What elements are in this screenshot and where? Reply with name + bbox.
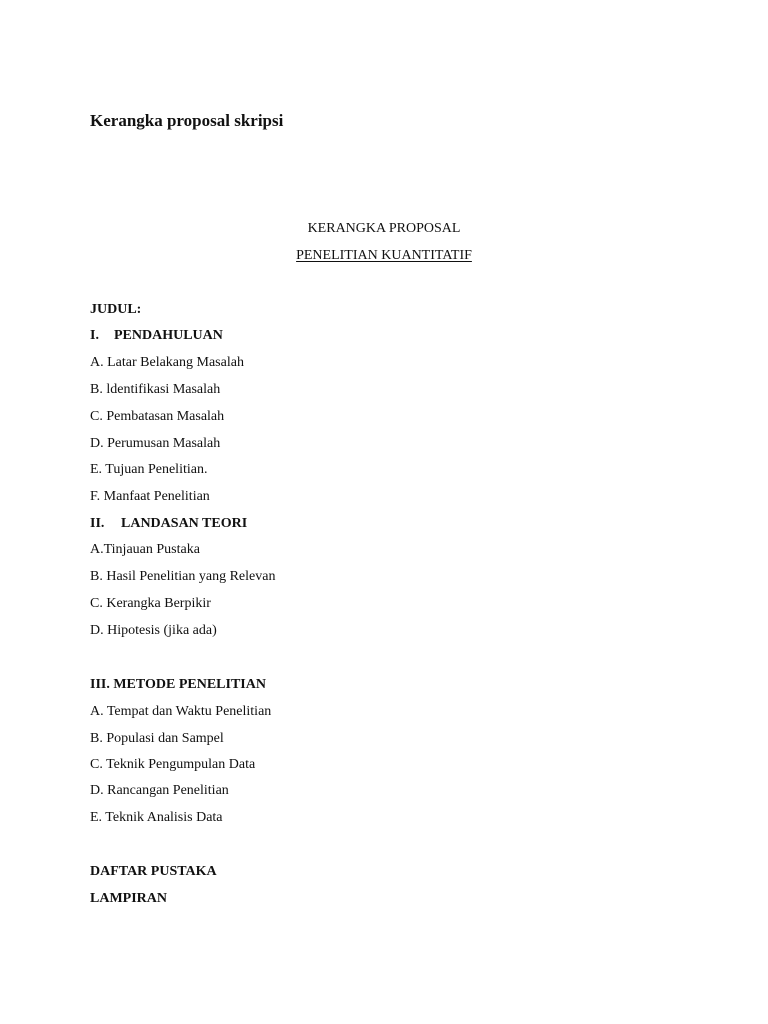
list-item: C. Kerangka Berpikir xyxy=(90,596,211,611)
lampiran-heading: LAMPIRAN xyxy=(90,891,167,906)
document-title: Kerangka proposal skripsi xyxy=(90,111,284,130)
list-item: F. Manfaat Penelitian xyxy=(90,489,210,504)
list-item: A. Tempat dan Waktu Penelitian xyxy=(90,704,272,719)
section-number: I. xyxy=(90,328,99,343)
list-item: C. Teknik Pengumpulan Data xyxy=(90,757,256,772)
section-title: LANDASAN TEORI xyxy=(121,516,248,531)
list-item: B. Populasi dan Sampel xyxy=(90,731,224,746)
list-item: E. Teknik Analisis Data xyxy=(90,810,223,825)
section-title: PENDAHULUAN xyxy=(114,328,223,343)
list-item: E. Tujuan Penelitian. xyxy=(90,462,208,477)
section-number: II. xyxy=(90,516,105,531)
list-item: A.Tinjauan Pustaka xyxy=(90,542,200,557)
list-item: D. Hipotesis (jika ada) xyxy=(90,623,217,638)
daftar-pustaka-heading: DAFTAR PUSTAKA xyxy=(90,864,217,879)
proposal-subheading-text: PENELITIAN KUANTITATIF xyxy=(296,248,472,263)
proposal-heading: KERANGKA PROPOSAL xyxy=(307,221,461,236)
section-heading-metode-penelitian: III. METODE PENELITIAN xyxy=(90,677,266,692)
list-item: D. Perumusan Masalah xyxy=(90,436,221,451)
section-heading-landasan-teori xyxy=(90,516,247,532)
list-item: B. ldentifikasi Masalah xyxy=(90,382,221,397)
list-item: B. Hasil Penelitian yang Relevan xyxy=(90,569,276,584)
section-heading-pendahuluan xyxy=(90,328,223,344)
judul-label: JUDUL: xyxy=(90,302,142,317)
list-item: D. Rancangan Penelitian xyxy=(90,783,229,798)
list-item: A. Latar Belakang Masalah xyxy=(90,355,244,370)
proposal-subheading xyxy=(0,248,768,264)
list-item: C. Pembatasan Masalah xyxy=(90,409,225,424)
